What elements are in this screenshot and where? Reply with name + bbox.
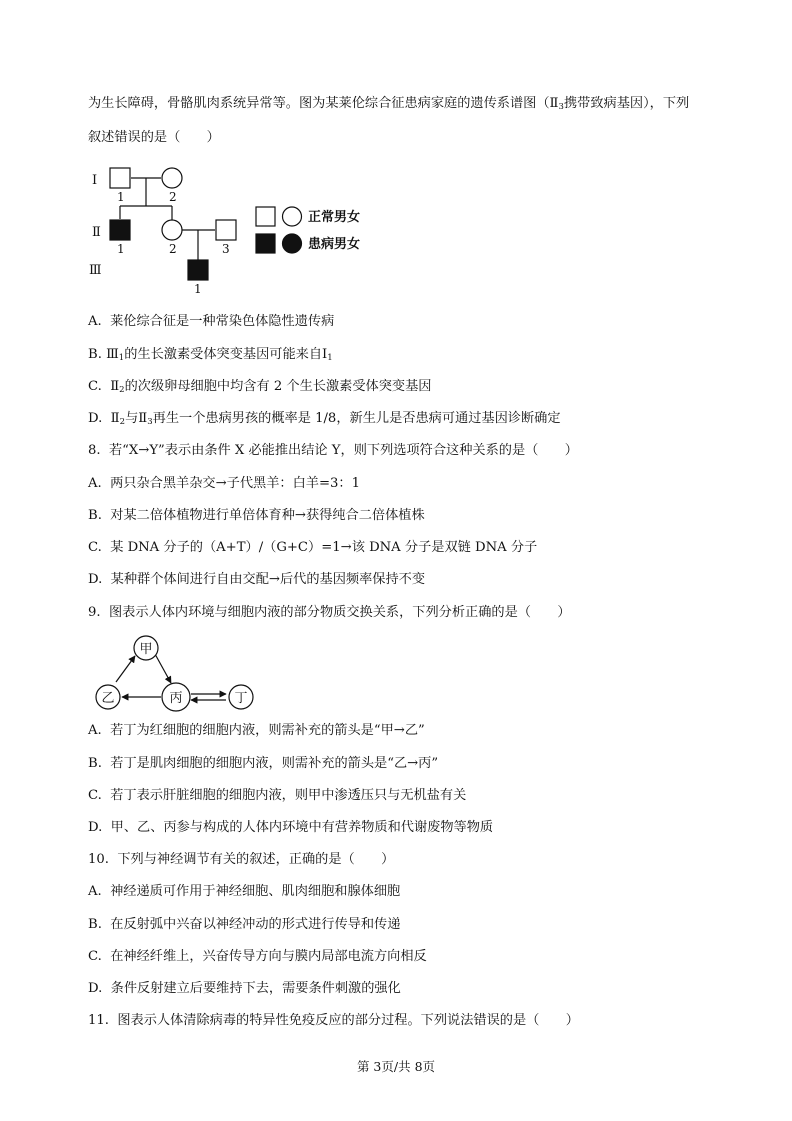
legend-normal-label: 正常男女: [308, 210, 361, 225]
legend-normal-male-square: [256, 207, 275, 226]
q7-option-B: [88, 345, 333, 365]
intro-subscript: 3: [558, 102, 564, 112]
q8-stem: 8. 若“X→Y”表示由条件 X 必能推出结论 Y，则下列选项符合这种关系的是（ ）: [88, 443, 578, 458]
II3-number: 3: [222, 242, 230, 256]
fluid-exchange-diagram: [88, 628, 288, 716]
q9-stem: 9. 图表示人体内环境与细胞内液的部分物质交换关系，下列分析正确的是（ ）: [88, 605, 571, 620]
q10-option-D: D. 条件反射建立后要维持下去，需要条件刺激的强化: [88, 981, 401, 996]
intro-text-a: 为生长障碍，骨骼肌肉系统异常等。图为某莱伦综合征患病家庭的遗传系谱图（Ⅱ: [88, 96, 559, 111]
legend-affected-label: 患病男女: [308, 237, 361, 252]
I1-number: 1: [117, 190, 125, 204]
q11-stem: 11. 图表示人体清除病毒的特异性免疫反应的部分过程。下列说法错误的是（ ）: [88, 1013, 579, 1028]
q7-D-sub-1: 2: [119, 417, 126, 427]
q7-option-A: A. 莱伦综合征是一种常染色体隐性遗传病: [88, 314, 335, 329]
q10-option-A: A. 神经递质可作用于神经细胞、肌肉细胞和腺体细胞: [88, 884, 401, 899]
II2-number: 2: [169, 242, 177, 256]
arrow-jia-to-bing: [155, 654, 171, 683]
q7-B-text-a: B. Ⅲ: [88, 347, 119, 362]
node-yi-label: 乙: [101, 691, 115, 706]
q7-B-sub-1: 1: [118, 353, 125, 363]
II1-affected-male-square: [110, 220, 130, 240]
node-jia-label: 甲: [139, 642, 153, 657]
intro-text-b: 携带致病基因），下列: [563, 96, 690, 111]
intro-line-1: [88, 94, 689, 114]
II1-number: 1: [117, 242, 125, 256]
II2-normal-female-circle: [162, 220, 182, 240]
legend-affected-female-circle: [283, 234, 302, 253]
q8-option-C: C. 某 DNA 分子的（A+T）/（G+C）=1→该 DNA 分子是双链 DNA 分子: [88, 540, 538, 555]
pedigree-diagram: [80, 158, 390, 298]
III1-number: 1: [194, 282, 202, 296]
q8-option-D: D. 某种群个体间进行自由交配→后代的基因频率保持不变: [88, 572, 426, 587]
node-bing-label: 丙: [169, 691, 183, 706]
q7-option-C: [88, 377, 432, 397]
legend-affected-male-square: [256, 234, 275, 253]
q7-D-text-b: 与Ⅱ: [125, 411, 148, 426]
generation-label-III: Ⅲ: [89, 263, 102, 278]
q7-D-text-c: 再生一个患病男孩的概率是 1/8，新生儿是否患病可通过基因诊断确定: [152, 411, 561, 426]
q10-stem: 10. 下列与神经调节有关的叙述，正确的是（ ）: [88, 852, 395, 867]
q9-option-A: A. 若丁为红细胞的细胞内液，则需补充的箭头是“甲→乙”: [88, 723, 425, 738]
q7-B-text-b: 的生长激素受体突变基因可能来自Ⅰ: [124, 347, 328, 362]
arrow-yi-to-jia: [116, 656, 135, 682]
q7-D-text-a: D. Ⅱ: [88, 411, 120, 426]
q7-C-text-a: C. Ⅱ: [88, 379, 120, 394]
II3-normal-male-square: [216, 220, 236, 240]
I2-number: 2: [169, 190, 177, 204]
q7-option-D: [88, 409, 561, 429]
q8-option-A: A. 两只杂合黑羊杂交→子代黑羊：白羊=3：1: [88, 476, 360, 491]
q9-option-B: B. 若丁是肌肉细胞的细胞内液，则需补充的箭头是“乙→丙”: [88, 756, 439, 771]
legend-normal-female-circle: [283, 207, 302, 226]
q10-option-B: B. 在反射弧中兴奋以神经冲动的形式进行传导和传递: [88, 917, 401, 932]
q9-option-C: C. 若丁表示肝脏细胞的细胞内液，则甲中渗透压只与无机盐有关: [88, 788, 467, 803]
q7-D-sub-2: 3: [147, 417, 153, 427]
q10-option-C: C. 在神经纤维上，兴奋传导方向与膜内局部电流方向相反: [88, 949, 427, 964]
I1-normal-male-square: [110, 168, 130, 188]
generation-label-II: Ⅱ: [92, 225, 101, 240]
page-footer: 第 3页/共 8页: [356, 1059, 436, 1074]
q7-C-text-b: 的次级卵母细胞中均含有 2 个生长激素受体突变基因: [124, 379, 432, 394]
generation-label-I: Ⅰ: [92, 173, 98, 188]
node-ding-label: 丁: [234, 691, 248, 706]
I2-normal-female-circle: [162, 168, 182, 188]
intro-line-2: 叙述错误的是（ ）: [88, 130, 220, 145]
III1-affected-male-square: [188, 260, 208, 280]
q9-option-D: D. 甲、乙、丙参与构成的人体内环境中有营养物质和代谢废物等物质: [88, 820, 494, 835]
q7-B-sub-2: 1: [327, 353, 333, 363]
q8-option-B: B. 对某二倍体植物进行单倍体育种→获得纯合二倍体植株: [88, 508, 425, 523]
q7-C-sub: 2: [119, 385, 125, 395]
